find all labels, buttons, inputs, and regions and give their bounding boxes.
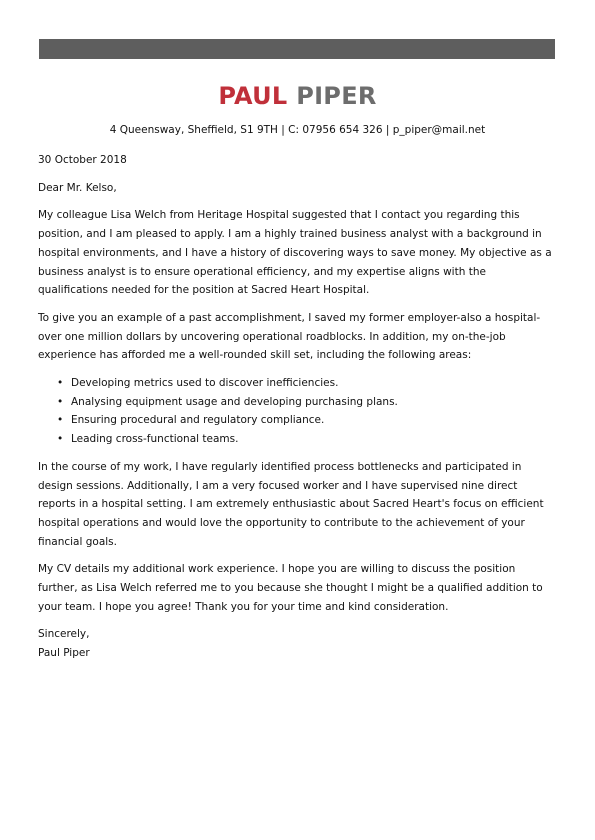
skills-list-item-text: Analysing equipment usage and developing purchasing plans.	[71, 395, 398, 408]
bullet-icon: •	[57, 433, 64, 446]
bullet-icon: •	[57, 395, 64, 408]
sign-off	[38, 625, 558, 662]
letter-body	[38, 151, 558, 663]
letter-date: 30 October 2018	[38, 154, 127, 166]
contact-line: 4 Queensway, Sheffield, S1 9TH | C: 07956 654 326 | p_piper@mail.net	[109, 124, 486, 136]
skills-list-item-text: Developing metrics used to discover inefficiencies.	[71, 377, 339, 390]
skills-list-item-text: Ensuring procedural and regulatory compliance.	[71, 414, 325, 427]
skills-list-item	[38, 411, 558, 430]
salutation: Dear Mr. Kelso,	[38, 181, 117, 194]
header-bar	[39, 39, 555, 59]
bullet-icon: •	[57, 377, 64, 390]
skills-list-item	[38, 393, 558, 412]
skills-list-item-text: Leading cross-functional teams.	[71, 433, 239, 446]
paragraph-closing: My CV details my additional work experience. I hope you are willing to discuss the position further, as Lisa Welch referred me to you because she thought I might be a qualified addition to your team. I hope you agree! Thank you for your time and kind consideration.	[38, 563, 543, 613]
paragraph-accomplishment: To give you an example of a past accomplishment, I saved my former employer-also a hospital-over one million dollars by uncovering operational roadblocks. In addition, my on-the-job experience has afforded me a well-rounded skill set, including the following areas:	[38, 311, 541, 362]
skills-list	[38, 374, 558, 449]
first-name: PAUL	[218, 82, 288, 110]
closing-phrase: Sincerely,	[38, 628, 90, 641]
skills-list-item	[38, 430, 558, 449]
paragraph-intro: My colleague Lisa Welch from Heritage Hospital suggested that I contact you regarding this position, and I am pleased to apply. I am a highly trained business analyst with a background in hospital environments, and I have a history of discovering ways to save money. My objective as a business analyst is to ensure operational efficiency, and my expertise aligns with the qualifications needed for the position at Sacred Heart Hospital.	[38, 209, 552, 297]
skills-list-item	[38, 374, 558, 393]
last-name: PIPER	[296, 82, 377, 110]
paragraph-experience: In the course of my work, I have regularly identified process bottlenecks and participated in design sessions. Additionally, I am a very focused worker and I have supervised nine direct reports in a hospital setting. I am extremely enthusiastic about Sacred Heart's focus on efficient hospital operations and would love the opportunity to contribute to the achievement of your financial goals.	[38, 460, 544, 548]
bullet-icon: •	[57, 414, 64, 427]
signature-name: Paul Piper	[38, 647, 90, 660]
applicant-name	[0, 81, 595, 111]
